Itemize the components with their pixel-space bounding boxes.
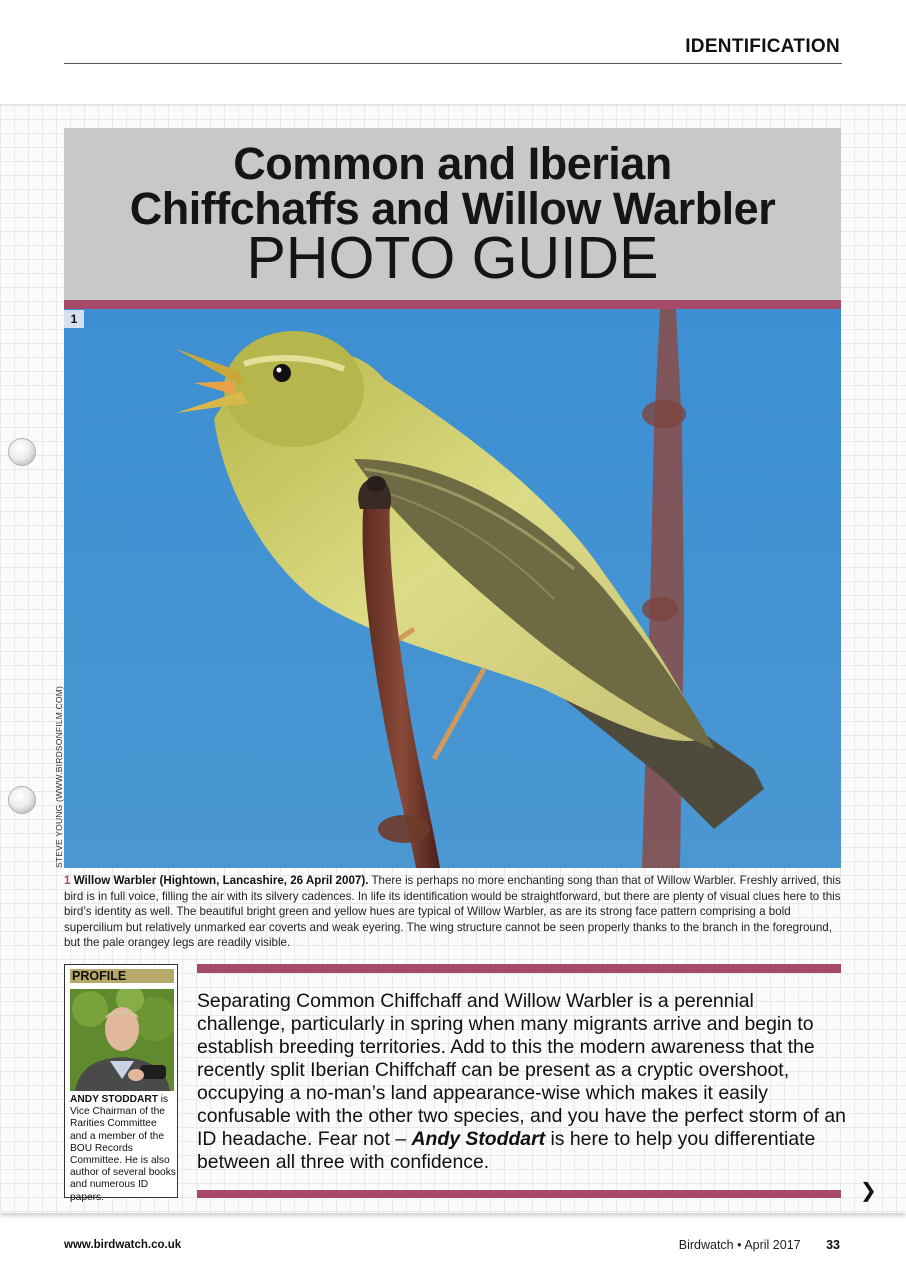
intro-text: Separating Common Chiffchaff and Willow Warbler is a perennial challenge, particularly in spring when many migrants arrive and begin to establish breeding territories. Add to this the modern awareness that the recently split Iberian Chiffchaff can be present as a cryptic overshoot, occupying a no-man’s land appearance-wise which makes it easily confusable with the other two species, and you have the perfect storm of an ID headache. Fear not – <box>197 990 846 1150</box>
title-photo-guide: PHOTO GUIDE <box>246 225 659 291</box>
section-label: IDENTIFICATION <box>685 36 840 57</box>
photo-caption <box>64 873 844 951</box>
intro-paragraph <box>197 990 847 1174</box>
caption-text: There is perhaps no more enchanting song than that of Willow Warbler. Freshly arrived, this bird is in full voice, filling the air with its silvery cadences. In life its identification would be straightforward, but there are plenty of visual clues here to this bird’s identity as well. The beautiful bright green and yellow hues are typical of Willow Warbler, as are its strong face pattern comprising a bold supercilium but relatively unmarked ear coverts and weak eyering. The wing structure cannot be seen properly thanks to the branch in the foreground, but the pale orangey legs are readily visible. <box>64 874 841 950</box>
footer-magazine: Birdwatch <box>678 1238 734 1252</box>
footer-issue: April 2017 <box>744 1238 801 1252</box>
photo-number: 1 <box>64 310 84 328</box>
title-line-1: Common and Iberian <box>233 138 672 189</box>
footer-issue-info <box>679 1238 840 1252</box>
profile-name: ANDY STODDART <box>70 1094 158 1105</box>
profile-box <box>64 964 178 1203</box>
author-portrait-illustration <box>70 989 174 1091</box>
punch-hole-icon <box>8 786 36 814</box>
intro-accent-bar-top <box>197 964 841 973</box>
profile-heading: PROFILE <box>70 969 174 983</box>
willow-warbler-photo <box>64 309 841 868</box>
title-line-2: Chiffchaffs and Willow Warbler <box>129 183 776 234</box>
footer-bullet: • <box>737 1238 742 1252</box>
caption-title: Willow Warbler (Hightown, Lancashire, 26 April 2007). <box>73 874 369 887</box>
caption-number: 1 <box>64 874 71 887</box>
next-page-arrow-icon[interactable]: ❯ <box>860 1180 877 1202</box>
title-accent-bar <box>64 300 841 309</box>
intro-accent-bar-bottom <box>197 1190 841 1198</box>
photo-credit: STEVE YOUNG (WWW.BIRDSONFILM.COM) <box>54 685 64 868</box>
profile-bio <box>70 1094 176 1204</box>
footer-website: www.birdwatch.co.uk <box>64 1239 182 1251</box>
profile-description: is Vice Chairman of the Rarities Committee and a member of the BOU Records Committee. He is also author of several books and numerous ID papers. <box>70 1094 176 1203</box>
title-block <box>64 128 841 300</box>
intro-text-end: is here to help you differentiate between all three with confidence. <box>197 1128 816 1173</box>
punch-hole-icon <box>8 438 36 466</box>
header-rule <box>64 63 842 64</box>
page-number: 33 <box>826 1238 840 1252</box>
willow-warbler-illustration <box>64 309 841 868</box>
intro-author: Andy Stoddart <box>411 1128 546 1150</box>
author-portrait <box>70 989 174 1091</box>
